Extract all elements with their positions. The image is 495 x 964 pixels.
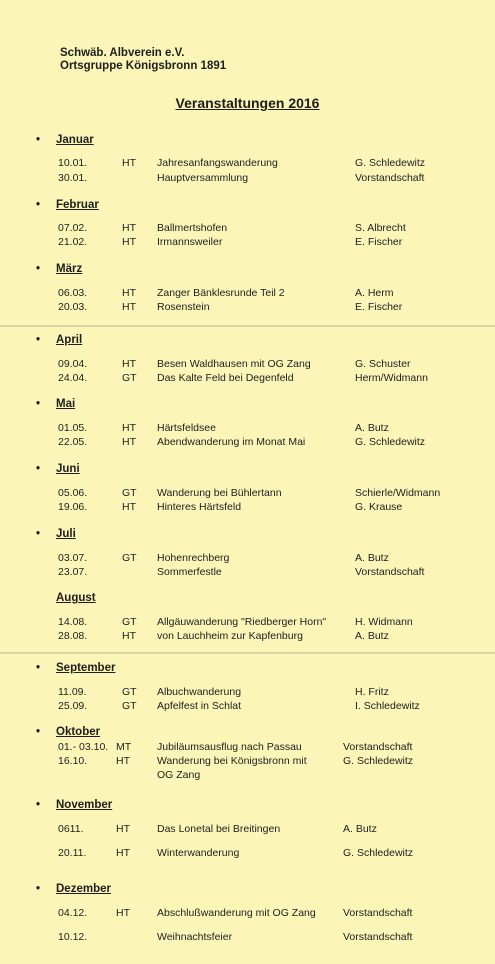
month-heading: August (56, 592, 96, 604)
month-heading: • Januar (36, 134, 94, 146)
org-group: Ortsgruppe Königsbronn 1891 (60, 60, 227, 72)
month-heading: • Juli (36, 528, 76, 540)
month-heading: • Juni (36, 463, 80, 475)
org-name: Schwäb. Albverein e.V. (60, 47, 185, 59)
month-heading: • September (36, 662, 116, 674)
month-heading: • April (36, 334, 83, 346)
month-heading: • November (36, 799, 113, 811)
month-heading: • Februar (36, 199, 99, 211)
month-heading: • März (36, 263, 83, 275)
month-heading: • Dezember (36, 883, 111, 895)
month-heading: • Mai (36, 398, 76, 410)
month-heading: • Oktober (36, 726, 101, 738)
quarter-divider (0, 325, 495, 327)
quarter-divider (0, 652, 495, 654)
event-calendar-page: Schwäb. Albverein e.V. Ortsgruppe Königsbronn 1891 Veranstaltungen 2016 • Januar 10.01. HT Jahresanfangswanderung G. Schledewitz 30.01. Hauptversammlung Vorstandschaft • Februar 07.02. HT Ballmertshofen S. Albrecht 21.02. HT Irmannsweiler E. Fischer • März 06.03. HT Zanger Bänklesrunde Teil 2 A. Herm 20.03. HT Rosenstein E. Fischer • April 09.04. HT Besen Waldhausen mit OG Zang G. Schuster 24.04. GT Das Kalte Feld bei Degenfeld Herm/Widmann • Mai 01.05. HT Härtsfeldsee A. Butz 22.05. HT Abendwanderung im Monat Mai G. Schledewitz • Juni 05.06. GT Wanderung bei Bühlertann Schierle/Widmann 19.06. HT Hinteres Härtsfeld G. Krause • Juli 03.07. GT Hohenrechberg A. Butz 23.07. Sommerfestle Vorstandschaft August 14.08. GT Allgäuwanderung "Riedberger Horn" H. Widmann 28.08. HT von Lauchheim zur Kapfenburg A. Butz • September 11.09. GT Albuchwanderung H. Fritz 25.09. GT Apfelfest in Schlat I. Schledewitz • Oktober 01.- 03.10. MT Jubiläumsausflug nach Passau Vorstandschaft 16.10. HT Wanderung bei Königsbronn mit G. Schledewitz OG Zang • November 0611. HT Das Lonetal bei Breitingen A. Butz 20.11. HT Winterwanderung G. Schledewitz • Dezember 04.12. HT Abschlußwanderung mit OG Zang Vorstandschaft 10.12. Weihnachtsfeier Vorstandschaft (0, 0, 495, 964)
page-title: Veranstaltungen 2016 (175, 95, 320, 111)
